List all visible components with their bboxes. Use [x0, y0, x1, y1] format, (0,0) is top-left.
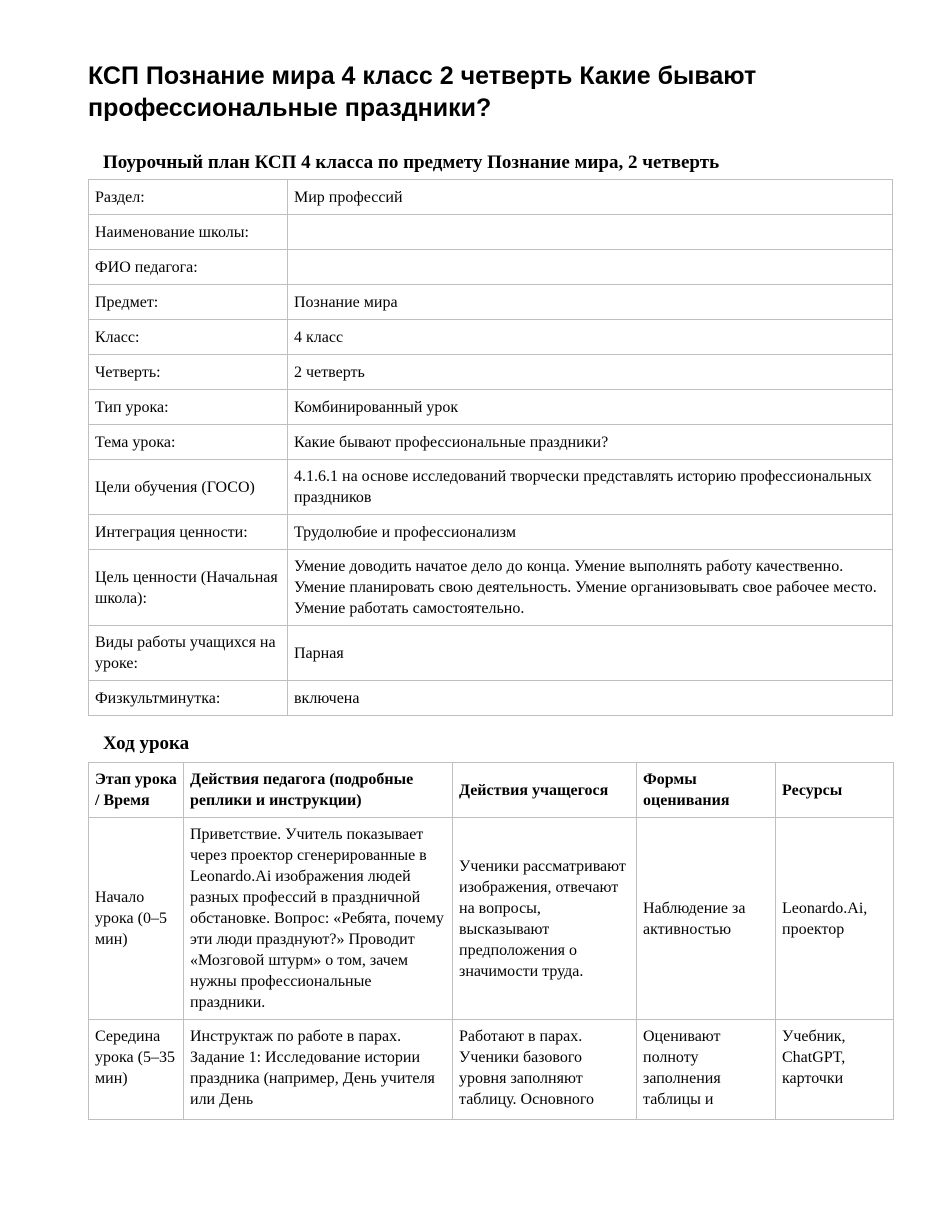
info-label: Раздел: — [89, 180, 288, 215]
student-actions-cell: Ученики рассматривают изображения, отвечают на вопросы, высказывают предположения о значимости труда. — [453, 818, 637, 1020]
column-header-teacher: Действия педагога (подробные реплики и инструкции) — [184, 763, 453, 818]
info-value: 4 класс — [288, 320, 893, 355]
document-page — [88, 0, 893, 1120]
resources-cell: Leonardo.Ai, проектор — [776, 818, 894, 1020]
info-row-teacher — [89, 250, 893, 285]
info-row-exercise-break — [89, 681, 893, 716]
info-label: Физкультминутка: — [89, 681, 288, 716]
info-row-school — [89, 215, 893, 250]
info-label: Четверть: — [89, 355, 288, 390]
stage-cell: Середина урока (5–35 мин) — [89, 1020, 184, 1120]
assessment-cell: Наблюдение за активностью — [637, 818, 776, 1020]
lesson-progress-table — [88, 762, 894, 1120]
info-label: Цели обучения (ГОСО) — [89, 460, 288, 515]
info-label: Предмет: — [89, 285, 288, 320]
stage-cell: Начало урока (0–5 мин) — [89, 818, 184, 1020]
info-label: ФИО педагога: — [89, 250, 288, 285]
info-label: Цель ценности (Начальная школа): — [89, 550, 288, 626]
info-label: Наименование школы: — [89, 215, 288, 250]
info-value: Познание мира — [288, 285, 893, 320]
info-value: Комбинированный урок — [288, 390, 893, 425]
lesson-heading: Ход урока — [103, 733, 190, 754]
table-row — [89, 818, 894, 1020]
document-title: КСП Познание мира 4 класс 2 четверть Какие бывают профессиональные праздники? — [88, 62, 757, 122]
info-row-lesson-type — [89, 390, 893, 425]
column-header-stage: Этап урока / Время — [89, 763, 184, 818]
assessment-cell: Оценивают полноту заполнения таблицы и — [637, 1020, 776, 1120]
resources-cell: Учебник, ChatGPT, карточки — [776, 1020, 894, 1120]
plan-heading: Поурочный план КСП 4 класса по предмету Познание мира, 2 четверть — [103, 152, 720, 173]
lesson-header-row — [89, 763, 894, 818]
lesson-info-table — [88, 179, 893, 716]
column-header-resources: Ресурсы — [776, 763, 894, 818]
info-row-value-integration — [89, 515, 893, 550]
info-value: Какие бывают профессиональные праздники? — [288, 425, 893, 460]
info-label: Тема урока: — [89, 425, 288, 460]
info-value: 4.1.6.1 на основе исследований творчески представлять историю профессиональных праздников — [288, 460, 893, 515]
info-row-quarter — [89, 355, 893, 390]
student-actions-cell: Работают в парах. Ученики базового уровня заполняют таблицу. Основного — [453, 1020, 637, 1120]
info-row-subject — [89, 285, 893, 320]
info-row-value-goal — [89, 550, 893, 626]
info-value: Умение доводить начатое дело до конца. Умение выполнять работу качественно. Умение планировать свою деятельность. Умение организовывать свое рабочее место. Умение работать самостоятельно. — [288, 550, 893, 626]
info-value: Мир профессий — [288, 180, 893, 215]
info-label: Класс: — [89, 320, 288, 355]
info-row-topic — [89, 425, 893, 460]
info-label: Интеграция ценности: — [89, 515, 288, 550]
info-value: Трудолюбие и профессионализм — [288, 515, 893, 550]
info-row-grade — [89, 320, 893, 355]
info-row-goals — [89, 460, 893, 515]
column-header-student: Действия учащегося — [453, 763, 637, 818]
info-value: включена — [288, 681, 893, 716]
table-row — [89, 1020, 894, 1120]
teacher-actions-cell: Приветствие. Учитель показывает через проектор сгенерированные в Leonardo.Ai изображения людей разных профессий в праздничной обстановке. Вопрос: «Ребята, почему эти люди празднуют?» Проводит «Мозговой штурм» о том, зачем нужны профессиональные праздники. — [184, 818, 453, 1020]
info-value — [288, 250, 893, 285]
info-row-work-types — [89, 626, 893, 681]
info-row-section — [89, 180, 893, 215]
info-value: 2 четверть — [288, 355, 893, 390]
info-value — [288, 215, 893, 250]
info-label: Тип урока: — [89, 390, 288, 425]
column-header-assessment: Формы оценивания — [637, 763, 776, 818]
info-label: Виды работы учащихся на уроке: — [89, 626, 288, 681]
teacher-actions-cell: Инструктаж по работе в парах. Задание 1: Исследование истории праздника (например, День учителя или День — [184, 1020, 453, 1120]
info-value: Парная — [288, 626, 893, 681]
